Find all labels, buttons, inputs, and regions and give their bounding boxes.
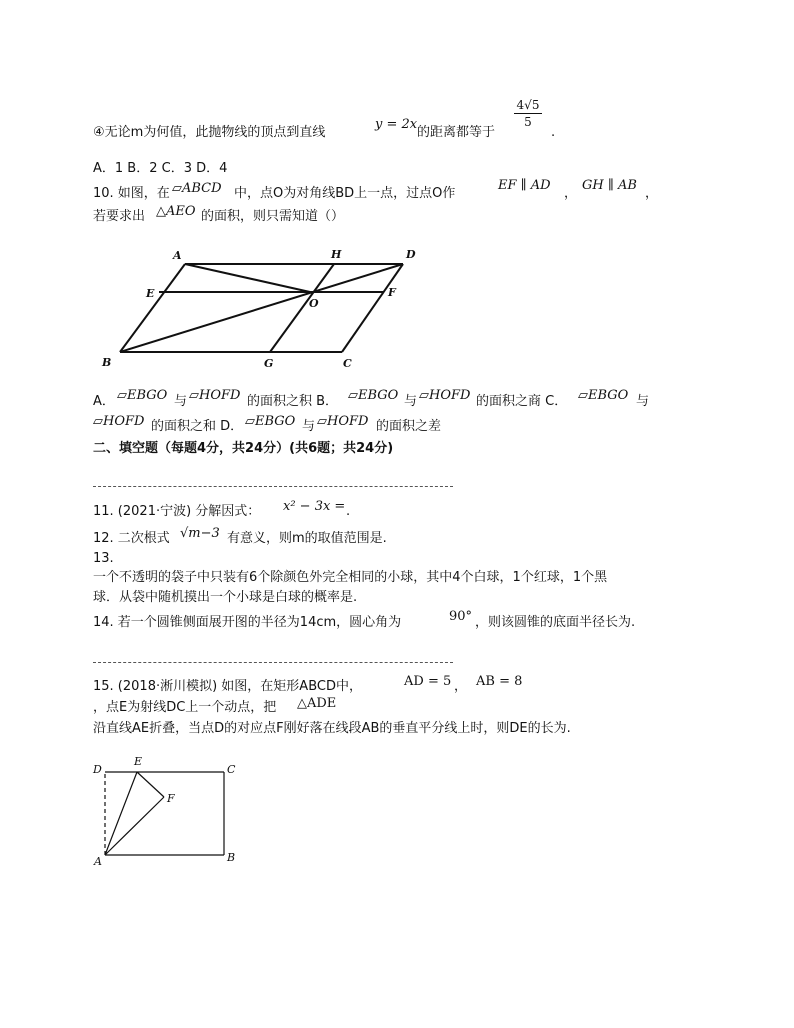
q9-fraction-denominator: 5	[524, 115, 532, 129]
divider-1	[93, 486, 453, 487]
q15-ab-value: AB = 8	[476, 674, 523, 689]
q10-opt-a-ebgo: ▱EBGO	[117, 388, 168, 403]
q12-radical: √m−3	[180, 526, 220, 541]
q15-comma: ，	[454, 679, 468, 694]
edge-ba	[120, 264, 185, 352]
q13-line2: 球．从袋中随机摸出一个小球是白球的概率是.	[93, 590, 358, 605]
label-h: H	[331, 248, 342, 261]
label-g: G	[264, 357, 274, 370]
q15-ad-value: AD = 5	[404, 674, 452, 689]
q9-item4-end: .	[551, 125, 556, 140]
q10-comma2: ，	[645, 186, 659, 201]
q10-opt-b-and: 与	[404, 394, 418, 409]
q10-line2-a: 若要求出	[93, 209, 146, 224]
q10-mid: 中，点O为对角线BD上一点，过点O作	[234, 186, 456, 201]
q10-opt-b-ebgo: ▱EBGO	[348, 388, 399, 403]
q10-opt-c-ebgo: ▱EBGO	[578, 388, 629, 403]
label-c: C	[227, 763, 236, 776]
q12-post: 有意义，则m的取值范围是.	[227, 531, 387, 546]
q14-post: ，则该圆锥的底面半径长为.	[475, 615, 636, 630]
segment-ao	[185, 264, 310, 292]
q10-opt-c-post: 的面积之和 D．	[151, 419, 244, 434]
q13-line1: 一个不透明的袋子中只装有6个除颜色外完全相同的小球，其中4个白球，1个红球，1个黑	[93, 570, 608, 585]
q10-opt-d-hofd: ▱HOFD	[317, 414, 369, 429]
q10-triangle-aeo: △AEO	[156, 204, 196, 219]
label-b: B	[227, 851, 236, 864]
q10-opt-c-and: 与	[636, 394, 650, 409]
q10-gh-parallel: GH ∥ AB	[582, 178, 637, 193]
q9-fraction-numerator: 4√5	[516, 98, 540, 112]
q12-pre: 12. 二次根式	[93, 531, 170, 546]
q10-opt-d-post: 的面积之差	[376, 419, 442, 434]
q10-opt-d-ebgo: ▱EBGO	[245, 414, 296, 429]
q14-pre: 14. 若一个圆锥侧面展开图的半径为14cm，圆心角为	[93, 615, 402, 630]
q9-options: A．1 B．2 C．3 D．4	[93, 161, 228, 176]
q9-item4-prefix: ④无论m为何值，此抛物线的顶点到直线	[93, 125, 326, 140]
q10-parallelogram-abcd: ▱ABCD	[172, 181, 222, 196]
section2-title: 二、填空题（每题4分，共24分）(共6题；共24分)	[93, 441, 394, 456]
q9-fraction-bar	[514, 113, 542, 114]
edge-dc	[342, 264, 403, 352]
diagonal-bd	[120, 264, 403, 352]
q10-opt-b-hofd: ▱HOFD	[419, 388, 471, 403]
segment-ae	[105, 772, 137, 855]
q13-number: 13.	[93, 551, 114, 566]
q15-rectangle-figure	[85, 750, 245, 870]
q15-line3: 沿直线AE折叠，当点D的对应点F刚好落在线段AB的垂直平分线上时，则DE的长为.	[93, 721, 571, 736]
q14-angle: 90°	[449, 609, 473, 624]
label-d: D	[93, 763, 102, 776]
label-d: D	[406, 248, 416, 261]
label-e: E	[146, 287, 155, 300]
label-o: O	[309, 297, 319, 310]
label-a: A	[173, 249, 182, 262]
q15-pre: 15. (2018·淅川模拟) 如图，在矩形ABCD中，	[93, 679, 362, 694]
label-a: A	[94, 855, 102, 868]
label-b: B	[102, 356, 112, 369]
q10-opt-a-post: 的面积之积 B．	[247, 394, 339, 409]
q10-opt-a-hofd: ▱HOFD	[189, 388, 241, 403]
q10-opt-b-post: 的面积之商 C．	[476, 394, 568, 409]
label-f: F	[388, 286, 396, 299]
segment-gh	[270, 264, 334, 352]
q9-item4-mid: 的距离都等于	[417, 125, 496, 140]
q10-comma: ，	[564, 186, 578, 201]
q9-fraction	[512, 98, 544, 129]
q15-line2: ，点E为射线DC上一个动点，把	[93, 700, 277, 715]
segment-af	[105, 797, 164, 855]
q9-line-equation: y = 2x	[375, 117, 418, 132]
q10-parallelogram-figure	[100, 240, 430, 375]
q11-expression: x² − 3x =	[283, 499, 346, 514]
q10-prefix: 10. 如图，在	[93, 186, 170, 201]
q11-end: .	[346, 504, 351, 519]
q10-opt-a-and: 与	[174, 394, 188, 409]
q10-ef-parallel: EF ∥ AD	[498, 178, 551, 193]
q10-opt-a-pre: A．	[93, 394, 115, 409]
label-f: F	[167, 792, 175, 805]
q10-line2-b: 的面积，则只需知道（）	[201, 209, 345, 224]
q11-text: 11. (2021·宁波) 分解因式：	[93, 504, 261, 519]
label-c: C	[343, 357, 352, 370]
segment-ef	[137, 772, 164, 797]
q10-opt-c-hofd: ▱HOFD	[93, 414, 145, 429]
q10-opt-d-and: 与	[302, 419, 316, 434]
label-e: E	[134, 755, 143, 768]
q15-triangle-ade: △ADE	[297, 696, 337, 711]
divider-2	[93, 662, 453, 663]
